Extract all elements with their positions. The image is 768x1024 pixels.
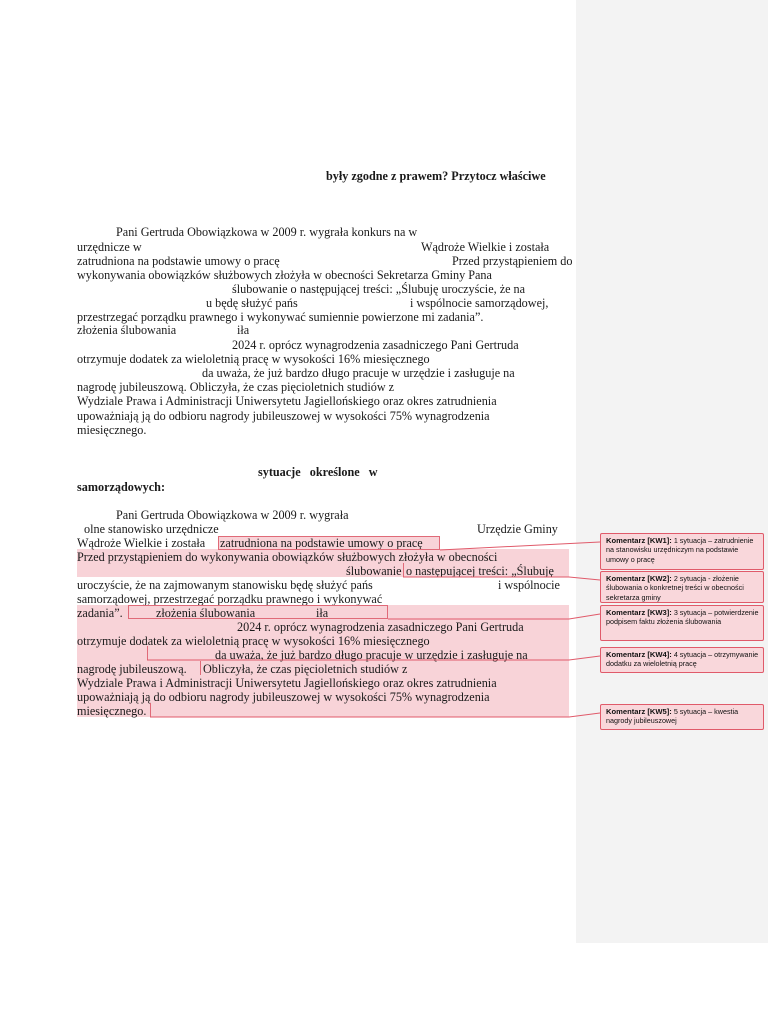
comment-title: Komentarz [KW5]: [606,707,672,716]
comment-text: 3 sytuacja – potwierdzenie podpisem faktu złożenia ślubowania [606,608,759,627]
comment-title: Komentarz [KW2]: [606,574,672,583]
highlight [77,703,569,717]
original-line: otrzymuje dodatek za wieloletnią pracę w wysokości 16% miesięcznego [77,352,430,366]
comment-kw2[interactable] [600,571,764,603]
original-line: nagrodę jubileuszową. Obliczyła, że czas pięcioletnich studiów z [77,380,395,394]
original-line: ślubowanie o następującej treści: „Ślubuję uroczyście, że na [232,282,526,296]
annotated-line: Przed przystąpieniem do wykonywania obowiązków służbowych złożyła w obecności [77,550,498,564]
annotated-line: Wądroże Wielkie i została [77,536,206,550]
original-line: iła [237,323,250,337]
annotated-line: zatrudniona na podstawie umowy o pracę [220,536,423,550]
comment-title: Komentarz [KW1]: [606,536,672,545]
original-line: Pani Gertruda Obowiązkowa w 2009 r. wygrała konkurs na w [116,225,418,239]
comment-title: Komentarz [KW3]: [606,608,672,617]
comment-kw3[interactable] [600,605,764,641]
annotated-line: samorządowej, przestrzegać porządku prawnego i wykonywać [77,592,383,606]
original-line: złożenia ślubowania [77,323,177,337]
comment-text: 5 sytuacja – kwestia nagrody jubileuszowej [606,707,739,726]
annotated-line: Urzędzie Gminy [477,522,558,536]
annotated-line: iła [316,606,329,620]
original-line: i wspólnocie samorządowej, [410,296,549,310]
annotated-line: ślubowanie [346,564,402,578]
question-heading: były zgodne z prawem? Przytocz właściwe [326,169,546,183]
original-line: Wądroże Wielkie i została [421,240,550,254]
original-line: Wydziale Prawa i Administracji Uniwersytetu Jagiellońskiego oraz okres zatrudnienia [77,394,497,408]
original-line: wykonywania obowiązków służbowych złożyła w obecności Sekretarza Gminy Pana [77,268,492,282]
original-line: upoważniają ją do odbioru nagrody jubileuszowej w wysokości 75% wynagrodzenia [77,409,490,423]
comment-text: 2 sytuacja - złożenie ślubowania o konkretnej treści w obecności sekretarza gminy [606,574,744,602]
section-heading: samorządowych: [77,480,166,494]
comment-kw4[interactable] [600,647,764,673]
original-line: u będę służyć pańs [206,296,298,310]
annotated-line: miesięcznego. [77,704,147,718]
original-line: miesięcznego. [77,423,147,437]
comment-kw1[interactable] [600,533,764,570]
original-line: zatrudniona na podstawie umowy o pracę [77,254,280,268]
original-line: 2024 r. oprócz wynagrodzenia zasadniczego Pani Gertruda [232,338,519,352]
original-line: urzędnicze w [77,240,142,254]
comment-title: Komentarz [KW4]: [606,650,672,659]
comment-pane [576,0,768,943]
annotated-line: nagrodę jubileuszową. [77,662,187,676]
annotated-line: olne stanowisko urzędnicze [84,522,219,536]
annotated-line: upoważniają ją do odbioru nagrody jubileuszowej w wysokości 75% wynagrodzenia [77,690,490,704]
comment-text: 4 sytuacja – otrzymywanie dodatku za wieloletnią pracę [606,650,759,669]
annotated-line: da uważa, że już bardzo długo pracuje w urzędzie i zasługuje na [215,648,528,662]
annotated-line: Wydziale Prawa i Administracji Uniwersytetu Jagiellońskiego oraz okres zatrudnienia [77,676,497,690]
annotated-line: Obliczyła, że czas pięcioletnich studiów z [203,662,408,676]
section-heading: sytuacje określone w [258,465,378,479]
annotated-line: Pani Gertruda Obowiązkowa w 2009 r. wygrała [116,508,349,522]
comment-kw5[interactable] [600,704,764,730]
original-line: przestrzegać porządku prawnego i wykonywać sumiennie powierzone mi zadania”. [77,310,484,324]
annotated-line: uroczyście, że na zajmowanym stanowisku będę służyć pańs [77,578,373,592]
comment-text: 1 sytuacja – zatrudnienie na stanowisku urzędniczym na podstawie umowy o pracę [606,536,754,564]
annotated-line: złożenia ślubowania [156,606,256,620]
original-line: da uważa, że już bardzo długo pracuje w urzędzie i zasługuje na [202,366,515,380]
original-line: Przed przystąpieniem do [452,254,573,268]
annotated-line: otrzymuje dodatek za wieloletnią pracę w wysokości 16% miesięcznego [77,634,430,648]
annotated-line: zadania”. [77,606,123,620]
annotated-line: i wspólnocie [498,578,560,592]
annotated-line: o następującej treści: „Ślubuję [406,564,554,578]
annotated-line: 2024 r. oprócz wynagrodzenia zasadniczego Pani Gertruda [237,620,524,634]
